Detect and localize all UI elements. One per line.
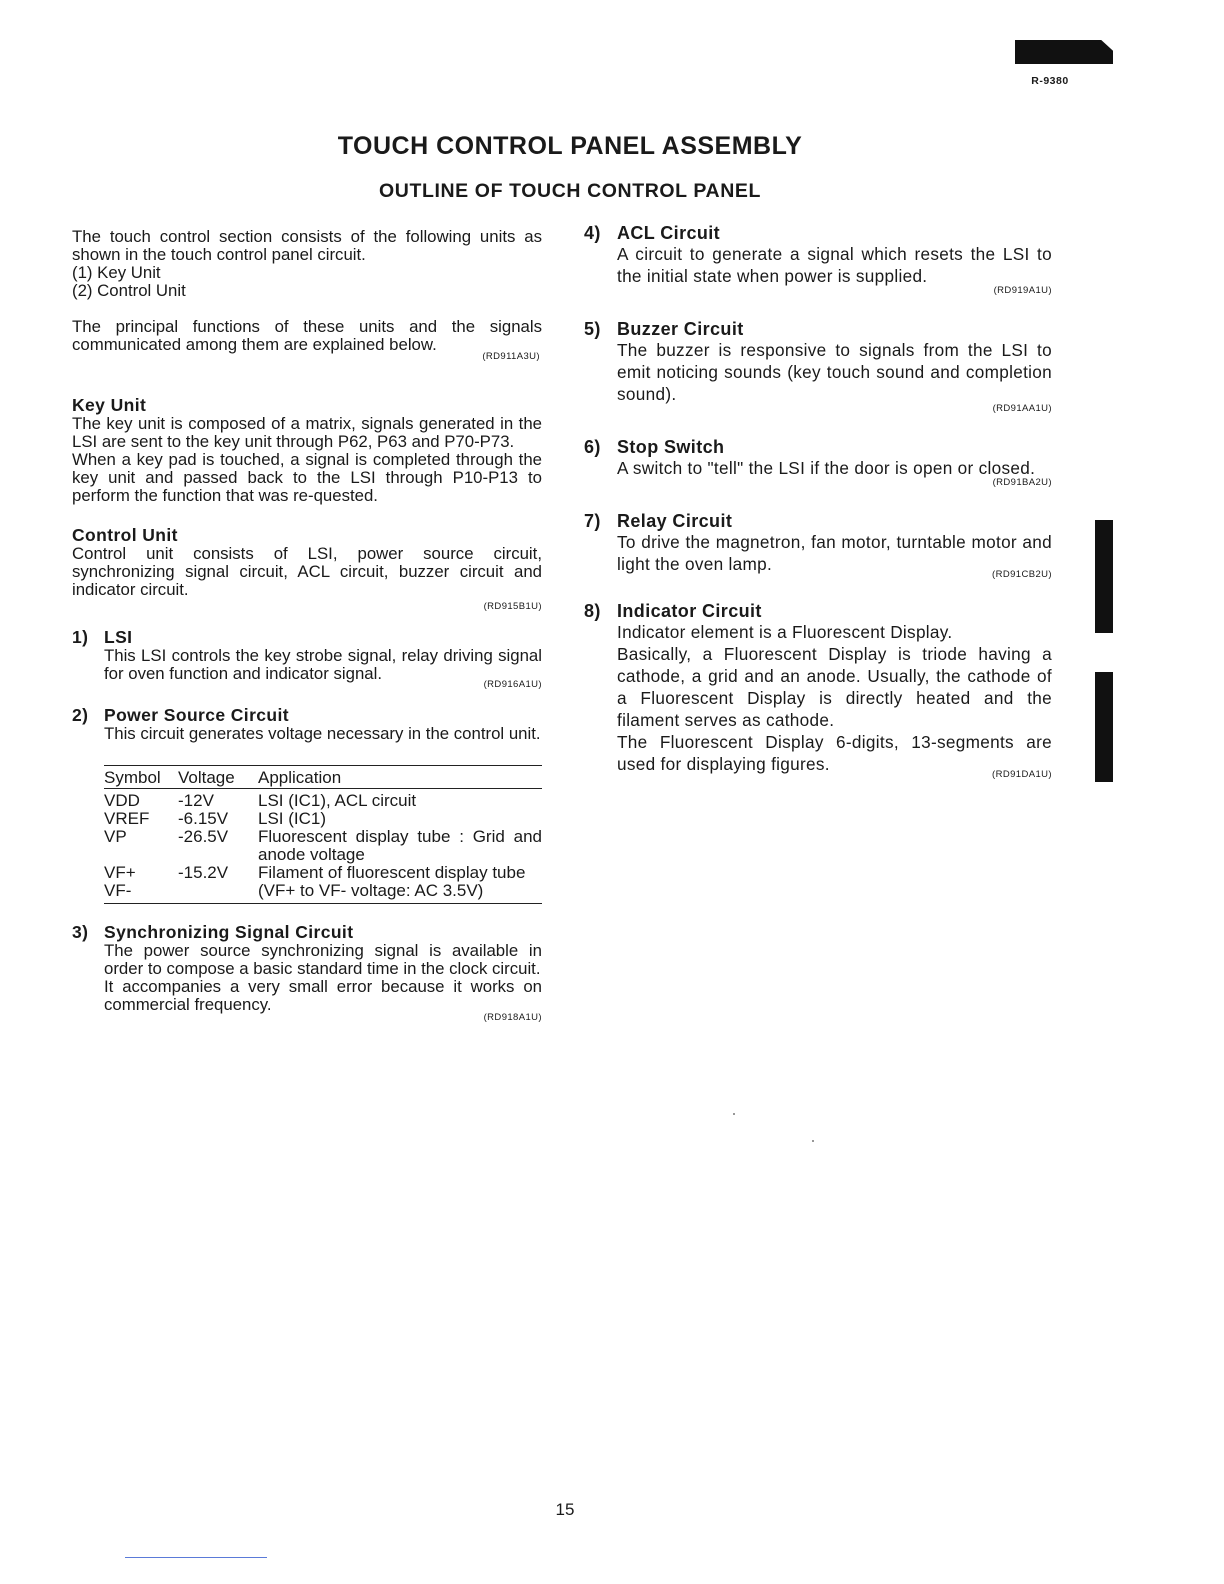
stop-switch-number: 6) <box>584 437 601 457</box>
stop-switch-heading: Stop Switch <box>617 437 725 457</box>
acl-ref: (RD919A1U) <box>993 285 1052 296</box>
sync-signal-ref: (RD918A1U) <box>483 1012 542 1023</box>
cell-symbol: VREF <box>104 809 150 828</box>
scan-speck <box>812 1140 814 1142</box>
indicator-number: 8) <box>584 601 601 621</box>
cell-voltage: -26.5V <box>178 827 229 846</box>
left-column <box>72 228 542 1024</box>
lsi-text: This LSI controls the key strobe signal, relay driving signal for oven function and indicator signal. <box>104 646 542 683</box>
model-number: R-9380 <box>1031 75 1069 87</box>
table-row <box>104 828 542 864</box>
table-row <box>104 864 542 882</box>
voltage-table <box>104 765 542 904</box>
voltage-table-header <box>104 766 542 789</box>
stop-switch-ref: (RD91BA2U) <box>992 477 1052 488</box>
intro-text: The touch control section consists of the following units as shown in the touch control panel circuit. <box>72 227 542 264</box>
acl-number: 4) <box>584 223 601 243</box>
indicator-heading: Indicator Circuit <box>617 601 762 621</box>
table-row <box>104 789 542 811</box>
relay-heading: Relay Circuit <box>617 511 733 531</box>
intro-item-key-unit: (1) Key Unit <box>72 263 161 282</box>
relay-text: To drive the magnetron, fan motor, turntable motor and light the oven lamp. <box>617 532 1052 574</box>
col-voltage: Voltage <box>178 766 258 789</box>
buzzer-section <box>584 319 1052 415</box>
side-index-tab <box>1095 672 1113 782</box>
sync-signal-text-2: It accompanies a very small error because it works on commercial frequency. <box>104 977 542 1014</box>
sync-signal-section <box>72 922 542 1024</box>
power-source-number: 2) <box>72 705 89 725</box>
principal-text: The principal functions of these units and the signals communicated among them are explained below. <box>72 317 542 354</box>
corner-tab-mark <box>1015 40 1113 64</box>
relay-ref: (RD91CB2U) <box>992 569 1052 580</box>
key-unit-text-1: The key unit is composed of a matrix, signals generated in the LSI are sent to the key unit through P62, P63 and P70-P73. <box>72 414 542 451</box>
principal-section <box>72 318 542 363</box>
buzzer-heading: Buzzer Circuit <box>617 319 744 339</box>
indicator-text-3: The Fluorescent Display 6-digits, 13-segments are used for displaying figures. <box>617 732 1052 774</box>
sync-signal-text-1: The power source synchronizing signal is available in order to compose a basic standard time in the clock circuit. <box>104 941 542 978</box>
col-symbol: Symbol <box>104 766 178 789</box>
cell-application: Fluorescent display tube : Grid and anode voltage <box>258 827 542 864</box>
lsi-number: 1) <box>72 627 89 647</box>
lsi-section <box>72 627 542 691</box>
cell-symbol: VF+ <box>104 863 136 882</box>
control-unit-heading: Control Unit <box>72 525 178 545</box>
key-unit-section <box>72 395 542 505</box>
power-source-heading: Power Source Circuit <box>104 705 289 725</box>
cell-voltage: -12V <box>178 791 214 810</box>
acl-text: A circuit to generate a signal which resets the LSI to the initial state when power is supplied. <box>617 244 1052 286</box>
indicator-text-1: Indicator element is a Fluorescent Display. <box>617 622 953 642</box>
sync-signal-number: 3) <box>72 922 89 942</box>
cell-voltage <box>178 882 258 904</box>
cell-symbol: VP <box>104 827 127 846</box>
side-index-tab <box>1095 520 1113 633</box>
cell-voltage: -6.15V <box>178 809 229 828</box>
buzzer-number: 5) <box>584 319 601 339</box>
intro-section <box>72 228 542 300</box>
power-source-text: This circuit generates voltage necessary in the control unit. <box>104 724 541 743</box>
right-column <box>584 223 1052 781</box>
acl-section <box>584 223 1052 297</box>
principal-ref: (RD911A3U) <box>482 351 540 362</box>
col-application: Application <box>258 766 542 789</box>
scan-speck <box>733 1113 735 1115</box>
stop-switch-section <box>584 437 1052 489</box>
control-unit-section <box>72 525 542 613</box>
indicator-section <box>584 601 1052 781</box>
acl-heading: ACL Circuit <box>617 223 721 243</box>
cell-symbol: VDD <box>104 791 140 810</box>
indicator-ref: (RD91DA1U) <box>992 769 1052 780</box>
page-title: TOUCH CONTROL PANEL ASSEMBLY <box>337 132 803 160</box>
lsi-ref: (RD916A1U) <box>483 679 542 690</box>
relay-number: 7) <box>584 511 601 531</box>
cell-application: Filament of fluorescent display tube <box>258 863 526 882</box>
key-unit-heading: Key Unit <box>72 395 147 415</box>
cell-voltage: -15.2V <box>178 863 229 882</box>
page-subtitle: OUTLINE OF TOUCH CONTROL PANEL <box>379 180 761 202</box>
intro-item-control-unit: (2) Control Unit <box>72 281 186 300</box>
cell-symbol: VF- <box>104 882 178 904</box>
indicator-text-2: Basically, a Fluorescent Display is triode having a cathode, a grid and an anode. Usually, the cathode of a Fluorescent Display is directly heated and the filament serves as cathode. <box>617 644 1052 730</box>
cell-application: LSI (IC1) <box>258 809 327 828</box>
table-row <box>104 810 542 828</box>
cell-application: (VF+ to VF- voltage: AC 3.5V) <box>258 882 542 904</box>
control-unit-text: Control unit consists of LSI, power source circuit, synchronizing signal circuit, ACL circuit, buzzer circuit and indicator circuit. <box>72 544 542 599</box>
sync-signal-heading: Synchronizing Signal Circuit <box>104 922 354 942</box>
relay-section <box>584 511 1052 581</box>
lsi-heading: LSI <box>104 627 133 647</box>
key-unit-text-2: When a key pad is touched, a signal is completed through the key unit and passed back to the LSI through P10-P13 to perform the function that was re-quested. <box>72 450 542 505</box>
stop-switch-text: A switch to "tell" the LSI if the door is open or closed. <box>617 458 1036 478</box>
table-row <box>104 882 542 904</box>
page-number: 15 <box>555 1500 575 1519</box>
cell-application: LSI (IC1), ACL circuit <box>258 791 417 810</box>
power-source-section <box>72 705 542 743</box>
buzzer-text: The buzzer is responsive to signals from the LSI to emit noticing sounds (key touch sound and completion sound). <box>617 340 1052 404</box>
control-unit-ref: (RD915B1U) <box>483 601 542 612</box>
footer-rule <box>125 1557 267 1558</box>
buzzer-ref: (RD91AA1U) <box>992 403 1052 414</box>
